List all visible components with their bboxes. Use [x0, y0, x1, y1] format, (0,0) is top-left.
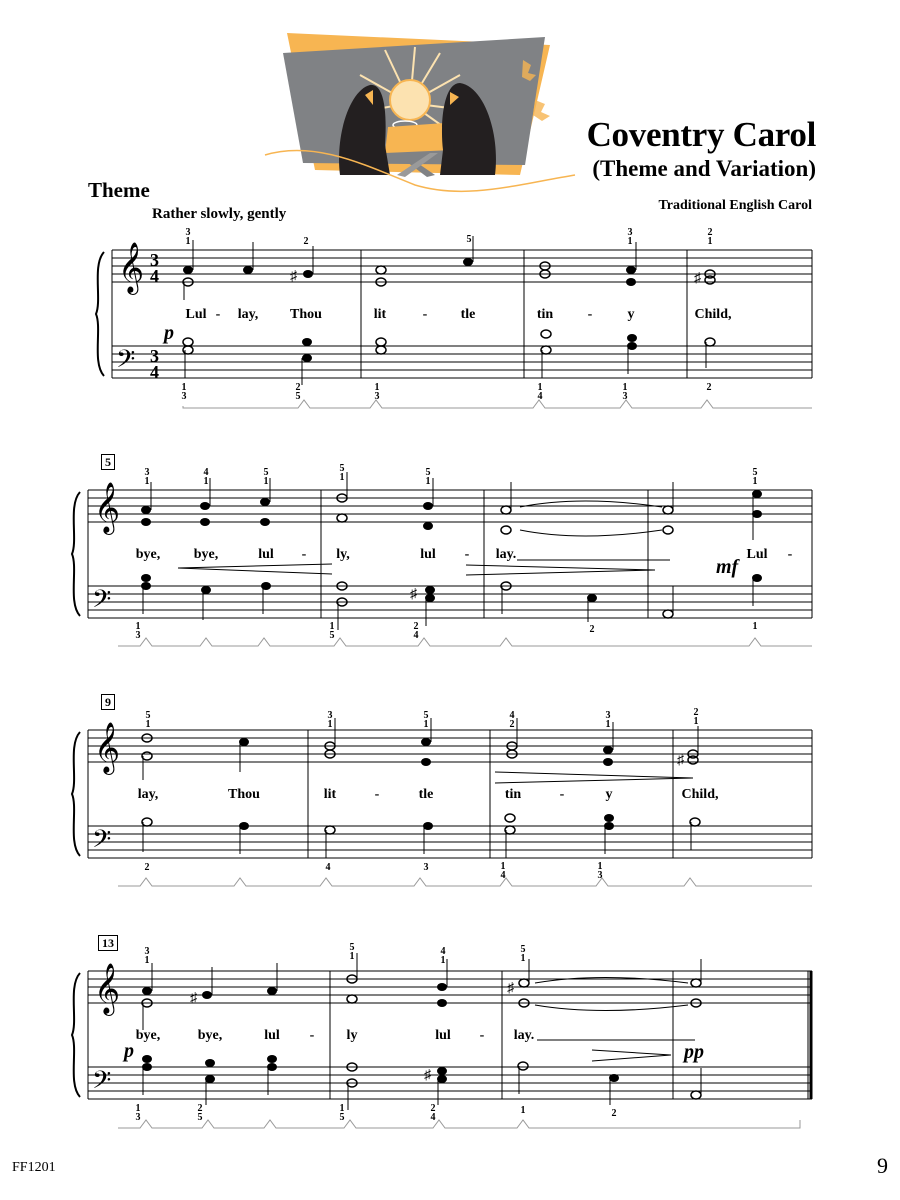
- dynamic-marking: p: [164, 322, 174, 344]
- lyric-hyphen: -: [301, 547, 307, 562]
- lyric-hyphen: -: [374, 787, 380, 802]
- lyric-syllable: bye,: [197, 1028, 223, 1043]
- lyric-syllable: lay,: [137, 787, 159, 802]
- page-title: Coventry Carol: [586, 115, 816, 154]
- svg-text:𝄞: 𝄞: [94, 722, 121, 773]
- finger-number: 4: [325, 862, 331, 873]
- lyric-syllable: Child,: [694, 307, 732, 322]
- finger-number: 1 5: [339, 1103, 345, 1123]
- svg-text:♯: ♯: [190, 991, 197, 1006]
- svg-text:3: 3: [150, 346, 159, 366]
- lyric-syllable: Lul: [746, 547, 768, 562]
- svg-text:♯: ♯: [424, 1068, 431, 1083]
- lyric-syllable: bye,: [135, 547, 161, 562]
- lyric-syllable: ly: [346, 1028, 358, 1043]
- finger-number: 1 3: [374, 382, 380, 402]
- lyric-syllable: lay.: [495, 547, 517, 562]
- finger-number: 2: [706, 382, 712, 393]
- lyric-syllable: lul: [435, 1028, 451, 1043]
- finger-number: 5 1: [425, 467, 431, 487]
- finger-number: 1 3: [135, 621, 141, 641]
- svg-text:♯: ♯: [694, 271, 701, 286]
- lyric-syllable: lit: [323, 787, 337, 802]
- finger-number: 5 1: [145, 710, 151, 730]
- lyric-syllable: tin: [504, 787, 522, 802]
- lyric-hyphen: -: [787, 547, 793, 562]
- svg-text:♯: ♯: [677, 753, 684, 768]
- finger-number: 1 3: [135, 1103, 141, 1123]
- lyric-syllable: lul: [258, 547, 274, 562]
- svg-text:4: 4: [150, 362, 159, 382]
- lyric-syllable: ly,: [336, 547, 350, 562]
- finger-number: 3 1: [327, 710, 333, 730]
- measure-number: 5: [101, 454, 115, 470]
- finger-number: 2 5: [197, 1103, 203, 1123]
- lyric-syllable: y: [627, 307, 635, 322]
- lyric-syllable: lul: [420, 547, 436, 562]
- finger-number: 4 1: [440, 946, 446, 966]
- lyric-syllable: tle: [418, 787, 434, 802]
- lyric-syllable: Thou: [290, 307, 322, 322]
- finger-number: 3 1: [627, 227, 633, 247]
- finger-number: 2: [611, 1108, 617, 1119]
- finger-number: 5 1: [263, 467, 269, 487]
- lyric-hyphen: -: [422, 307, 428, 322]
- finger-number: 5: [466, 234, 472, 245]
- lyric-syllable: Thou: [228, 787, 260, 802]
- lyric-syllable: lay.: [513, 1028, 535, 1043]
- composer-credit: Traditional English Carol: [658, 198, 812, 213]
- lyric-syllable: y: [605, 787, 613, 802]
- finger-number: 2 1: [707, 227, 713, 247]
- finger-number: 1 3: [181, 382, 187, 402]
- lyric-syllable: lay,: [237, 307, 259, 322]
- lyric-hyphen: -: [309, 1028, 315, 1043]
- svg-text:3: 3: [150, 250, 159, 270]
- dynamic-marking: mf: [716, 556, 739, 578]
- finger-number: 2 1: [693, 707, 699, 727]
- finger-number: 3 1: [144, 467, 150, 487]
- page-number: 9: [877, 1153, 888, 1178]
- finger-number: 1 3: [622, 382, 628, 402]
- lyric-syllable: Child,: [681, 787, 719, 802]
- finger-number: 3 1: [144, 946, 150, 966]
- finger-number: 5 1: [520, 944, 526, 964]
- lyric-syllable: Lul: [185, 307, 207, 322]
- finger-number: 1: [752, 621, 758, 632]
- finger-number: 1: [520, 1105, 526, 1116]
- lyric-syllable: bye,: [193, 547, 219, 562]
- svg-text:𝄢: 𝄢: [92, 825, 112, 860]
- svg-text:♯: ♯: [290, 269, 297, 284]
- finger-number: 3: [423, 862, 429, 873]
- measure-number: 13: [98, 935, 118, 951]
- svg-text:𝄢: 𝄢: [92, 1066, 112, 1101]
- finger-number: 4 1: [203, 467, 209, 487]
- finger-number: 3 1: [185, 227, 191, 247]
- finger-number: 2 5: [295, 382, 301, 402]
- finger-number: 2: [144, 862, 150, 873]
- finger-number: 2 4: [430, 1103, 436, 1123]
- lyric-hyphen: -: [464, 547, 470, 562]
- dynamic-marking: p: [124, 1040, 134, 1062]
- svg-text:𝄞: 𝄞: [118, 242, 145, 293]
- lyric-syllable: lul: [264, 1028, 280, 1043]
- finger-number: 1 4: [537, 382, 543, 402]
- finger-number: 1 3: [597, 861, 603, 881]
- svg-text:𝄞: 𝄞: [94, 482, 121, 533]
- finger-number: 3 1: [605, 710, 611, 730]
- svg-text:𝄞: 𝄞: [94, 963, 121, 1014]
- finger-number: 1 4: [500, 861, 506, 881]
- measure-number: 9: [101, 694, 115, 710]
- finger-number: 2: [303, 236, 309, 247]
- lyric-hyphen: -: [215, 307, 221, 322]
- svg-text:♯: ♯: [507, 981, 514, 996]
- svg-text:♯: ♯: [410, 587, 417, 602]
- lyric-syllable: tle: [460, 307, 476, 322]
- svg-text:𝄢: 𝄢: [92, 585, 112, 620]
- lyric-hyphen: -: [587, 307, 593, 322]
- page-subtitle: (Theme and Variation): [592, 156, 816, 181]
- finger-number: 4 2: [509, 710, 515, 730]
- dynamic-marking: pp: [684, 1041, 704, 1063]
- tempo-marking: Rather slowly, gently: [152, 206, 287, 222]
- svg-text:4: 4: [150, 266, 159, 286]
- finger-number: 2: [589, 624, 595, 635]
- finger-number: 1 5: [329, 621, 335, 641]
- lyric-syllable: tin: [536, 307, 554, 322]
- finger-number: 5 1: [423, 710, 429, 730]
- finger-number: 5 1: [752, 467, 758, 487]
- section-heading: Theme: [88, 178, 150, 202]
- finger-number: 5 1: [339, 463, 345, 483]
- book-code: FF1201: [12, 1160, 56, 1175]
- lyric-syllable: bye,: [135, 1028, 161, 1043]
- svg-text:𝄢: 𝄢: [116, 345, 136, 380]
- finger-number: 2 4: [413, 621, 419, 641]
- lyric-hyphen: -: [479, 1028, 485, 1043]
- lyric-hyphen: -: [559, 787, 565, 802]
- finger-number: 5 1: [349, 942, 355, 962]
- lyric-syllable: lit: [373, 307, 387, 322]
